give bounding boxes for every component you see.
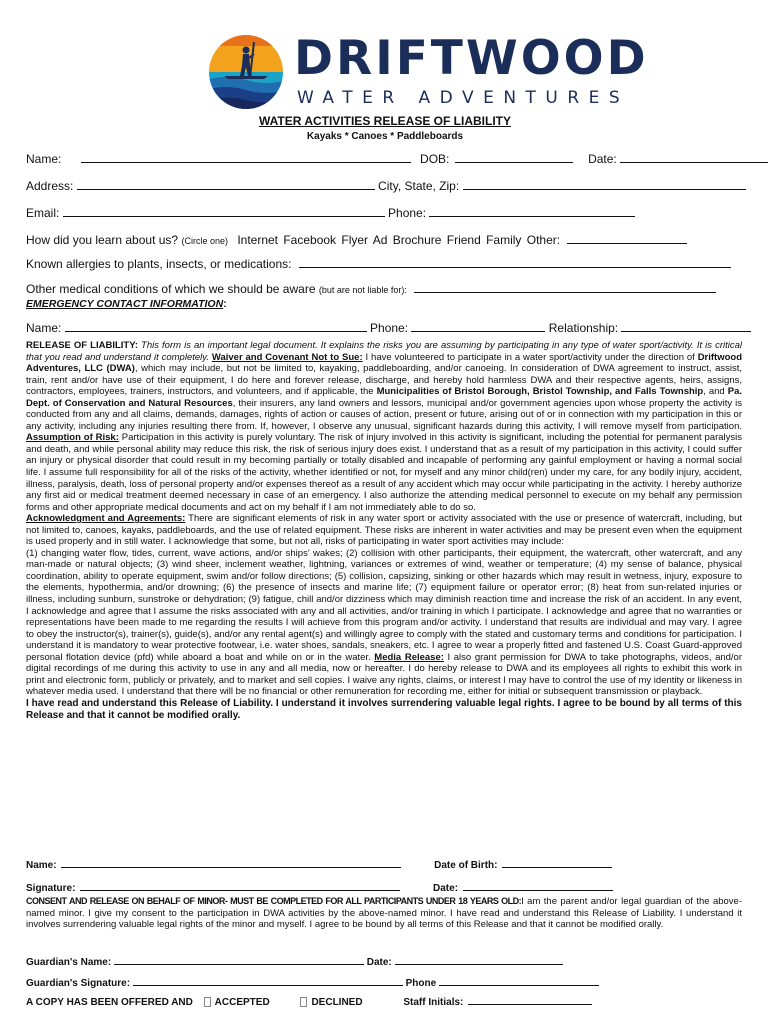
name-field[interactable] [81,151,411,163]
city-field[interactable] [463,178,746,190]
participant-dob-field[interactable] [502,856,612,868]
document-title: WATER ACTIVITIES RELEASE OF LIABILITY [258,114,511,128]
minor-consent: CONSENT AND RELEASE ON BEHALF OF MINOR- MUST BE COMPLETED FOR ALL PARTICIPANTS UNDER 18 YEARS OLD:I am the parent and/or legal guardian of the above-named minor. I give my consent to the participation in DWA activities by the above-named minor. I have read and understand this Release of Liability. I understand it involves surrendering valuable legal rights of the minor and myself. I agree to be bound by all terms of this Release and that it cannot be modified orally. [26,896,742,931]
release-closing: I have read and understand this Release of Liability. I understand it involves surrendering valuable legal rights. I agree to be bound by all terms of this Release and that it cannot be modified orally. [26,697,742,722]
address-label: Address: [26,179,74,193]
row-emergency-contact [26,320,751,335]
city-label: City, State, Zip: [378,179,460,193]
ec-name-field[interactable] [65,320,367,332]
ec-name-label: Name: [26,321,62,335]
learn-question: How did you learn about us? [26,233,179,247]
ec-phone-label: Phone: [370,321,409,335]
row-allergies [26,256,731,271]
guardian-signature-field[interactable] [133,974,403,986]
dob-field[interactable] [455,151,573,163]
dob-label: DOB: [420,152,450,166]
release-paragraph-2: Acknowledgment and Agreements: There are significant elements of risk in any water sport or activity associated with the use or presence of watercraft, including, but not limited to, canoes, kayaks, paddleboards, and the use of related equipment. These risks are inherent in water activities and may be present even when the equipment is used properly and in still water. I acknowledge that some, but not all, risks of participating in water sport activities may include: [26,513,742,548]
brand-name: DRIFTWOOD [294,31,649,86]
allergies-label: Known allergies to plants, insects, or medications: [26,257,292,271]
guardian-phone-field[interactable] [439,974,599,986]
learn-options[interactable]: Internet Facebook Flyer Ad Brochure Friend Family Other: [237,233,561,247]
address-field[interactable] [77,178,375,190]
row-guardian-signature: Guardian's Signature: Phone [26,974,599,989]
row-medical [26,281,716,297]
other-field[interactable] [567,232,687,244]
name-label: Name: [26,152,62,166]
release-paragraph-1: RELEASE OF LIABILITY: This form is an important legal document. It explains the risks you are assuming by participating in any type of water sport/activity. It is critical that you read and understand it completely. Waiver and Covenant Not to Sue: I have volunteered to participate in a water sport/activity under the direction of Driftwood Adventures, LLC (DWA), which may include, but not be limited to, kayaking, paddleboarding, and/or canoeing. In consideration of DWA agreement to instruct, assist, train, rent and/or have use of their equipment, I do here and forever release, discharge, and hereby hold harmless DWA and their respective agents, heirs, assigns, contractors, employees, trainers, instructors, and volunteers, and if applicable, the Municipalities of Bristol Borough, Bristol Township, and Falls Township, and Pa. Dept. of Conservation and Natural Resources, their insurers, any land owners and lessors, municipal and/or government agencies upon whose property the activity is conducted from any and all claims, demands, damages, rights of action or causes of action, present or future, arising out of or in connection with my participation in this or any activity, including any injuries resulting there from. If, however, I observe any unusual, significant hazards during this activity, I will remove myself from participation. Assumption of Risk: Participation in this activity is purely voluntary. The risk of injury involved in this activity is significant, including the potential for permanent paralysis and death, and while personal ability may reduce this risk, the risk of serious injury does exist. I understand that as a result of my participation in this activity, I could suffer an injury or physical disorder that could result in my becoming partially or totally disabled and incapable of performing any gainful employment or having a normal social life. I assume full responsibility for all of the risks of the activity, whether identified or not, for myself and any minor child(ren) under my care, for any bodily injury, accident, illness, paralysis, death, loss of personal property and/or expenses thereof as a result of any accident which may occur while participating in the activity. I hereby authorize any first aid or medical treatment deemed necessary in case of an emergency. I also authorize the attending medical personnel to execute on my behalf any permission forms and other appropriate medical documents and act on my behalf if I am not immediately able to do so. [26,340,743,513]
ec-relationship-label: Relationship: [548,321,619,335]
staff-initials-field[interactable] [468,993,592,1005]
brand-tagline: WATER ADVENTURES [297,88,630,108]
row-learn-about [26,232,687,248]
release-paragraph-3: (1) changing water flow, tides, current, wave actions, and/or ships' wakes; (2) collision with other participants, their equipment, the watercraft, other watercraft, and any man-made or natural objects; (3) wind sheer, inclement weather, lightning, variances or extremes of wind, weather or temperature; (4) my sense of balance, physical coordination, ability to operate equipment, swim and/or follow directions; (5) collision, capsizing, sinking or other hazards which may result in wetness, injury, exposure to the elements, hypothermia, and/or drowning; (6) the presence of insects and marine life; (7) equipment failure or operator error; (8) heat from sun-related injuries or illness, including sunburn, sunstroke or dehydration; (9) fatigue, chill and/or dizziness which may diminish reaction time and increase the risk of an accident. In any event, I acknowledge and agree that I assume the risks associated with any and all activities, and/or training in which I participate. I acknowledge and agree that no warranties or representations have been made to me regarding the results I will achieve from this program and/or activity. I understand that results are individual and may vary. I agree to obey the instructor(s), trainer(s), guide(s), and/or any rental agent(s) and willingly agree to comply with the stated and customary terms and conditions for participation. I understand it is mandatory to wear protective footwear, i.e. water shoes, sandals, sneakers, etc. I agree to wear a properly fitted and fastened U.S. Coast Guard-approved personal flotation device (pfd) while aboard a boat and while on or in the water. Media Release: I also grant permission for DWA to take photographs, videos, and/or digital recordings of me during this activity to use in any and all media, now or hereafter. I do hereby release to DWA and its employees all rights to exhibit this work in print and electronic form, publicly or privately, and to market and sell copies. I waive any rights, claims, or interest I may have to control the use of my identity or likeness in whatever media used. I understand that there will be no financial or other remuneration for recording me, either for initial or subsequent transmission or playback. [26,547,743,698]
medical-field[interactable] [414,281,716,293]
ec-relationship-field[interactable] [621,320,751,332]
document-subtitle: Kayaks * Canoes * Paddleboards [306,131,464,142]
participant-signature-field[interactable] [80,879,400,891]
allergies-field[interactable] [299,256,731,268]
participant-date-field[interactable] [463,879,613,891]
declined-checkbox[interactable] [300,997,307,1007]
guardian-name-field[interactable] [114,953,364,965]
row-email-phone [26,205,635,220]
date-label: Date: [588,152,617,166]
participant-name-field[interactable] [61,856,401,868]
accepted-checkbox[interactable] [204,997,211,1007]
medical-label: Other medical conditions of which we should be aware [26,282,316,296]
release-body [26,340,742,723]
guardian-date-field[interactable] [395,953,563,965]
email-label: Email: [26,206,60,220]
email-field[interactable] [63,205,385,217]
date-field[interactable] [620,151,768,163]
learn-hint: (Circle one) [181,236,228,246]
phone-field[interactable] [429,205,635,217]
medical-hint: (but are not liable for): [318,285,407,295]
row-name-dob-date [26,151,768,166]
emergency-heading: EMERGENCY CONTACT INFORMATION: [26,298,227,310]
paddleboarder-logo-icon [206,32,286,112]
phone-label: Phone: [388,206,427,220]
row-copy-offered: A COPY HAS BEEN OFFERED AND ACCEPTED DECLINED Staff Initials: [26,993,592,1008]
ec-phone-field[interactable] [411,320,545,332]
row-address [26,178,746,193]
row-participant-signature: Signature: Date: [26,879,613,894]
company-logo [206,31,649,112]
row-participant-name: Name: Date of Birth: [26,856,612,871]
row-guardian-name: Guardian's Name: Date: [26,953,563,968]
minor-heading: CONSENT AND RELEASE ON BEHALF OF MINOR- MUST BE COMPLETED FOR ALL PARTICIPANTS UNDER 18 YEARS OLD: [26,896,522,906]
